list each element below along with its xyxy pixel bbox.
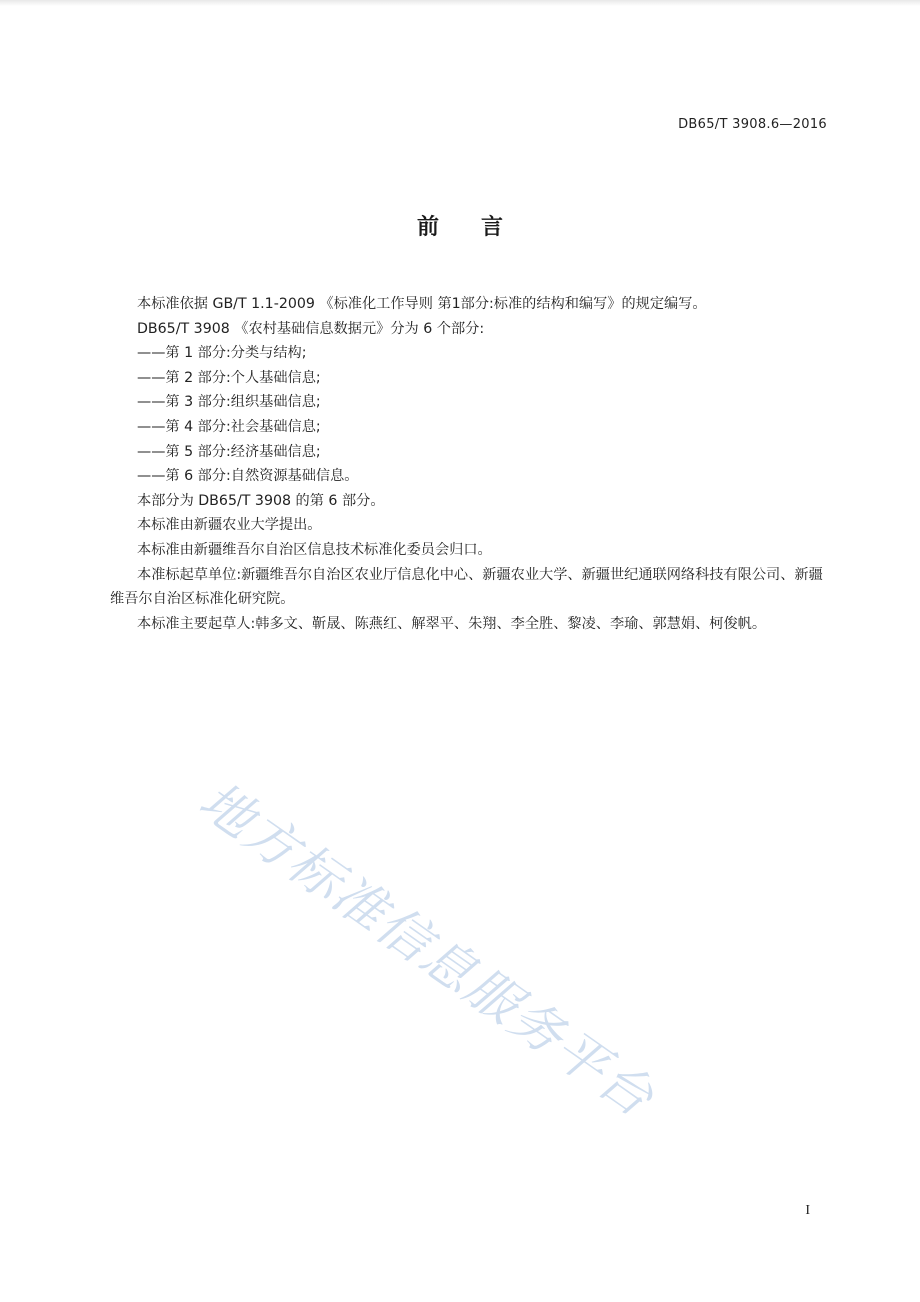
page-number: I [805,1203,810,1218]
foreword-body [110,292,830,636]
part-item-6: ——第 6 部分:自然资源基础信息。 [137,468,359,485]
part-item-1: ——第 1 部分:分类与结构; [137,345,307,362]
part-item-2: ——第 2 部分:个人基础信息; [137,369,321,386]
paragraph-committee: 本标准由新疆维吾尔自治区信息技术标准化委员会归口。 [137,541,492,558]
paragraph-proposer: 本标准由新疆农业大学提出。 [137,517,322,534]
part-item-3: ——第 3 部分:组织基础信息; [137,394,321,411]
page-title: 前言 [416,215,545,240]
standard-code: DB65/T 3908.6—2016 [678,117,827,132]
part-item-4: ——第 4 部分:社会基础信息; [137,418,321,435]
watermark-text: 地方标准信息服务平台 [188,770,665,1130]
paragraph-parts-intro: DB65/T 3908 《农村基础信息数据元》分为 6 个部分: [137,320,485,337]
paragraph-this-part: 本部分为 DB65/T 3908 的第 6 部分。 [137,492,385,509]
scan-edge [0,0,920,6]
paragraph-drafters: 本标准主要起草人:韩多文、靳晟、陈燕红、解翠平、朱翔、李全胜、黎凌、李瑜、郭慧娟、柯俊帆。 [137,615,767,632]
paragraph-basis: 本标准依据 GB/T 1.1-2009 《标准化工作导则 第1部分:标准的结构和编写》的规定编写。 [137,296,707,312]
part-item-5: ——第 5 部分:经济基础信息; [137,443,321,460]
paragraph-drafting-units: 本准标起草单位:新疆维吾尔自治区农业厅信息化中心、新疆农业大学、新疆世纪通联网络科技有限公司、新疆维吾尔自治区标准化研究院。 [110,566,823,608]
